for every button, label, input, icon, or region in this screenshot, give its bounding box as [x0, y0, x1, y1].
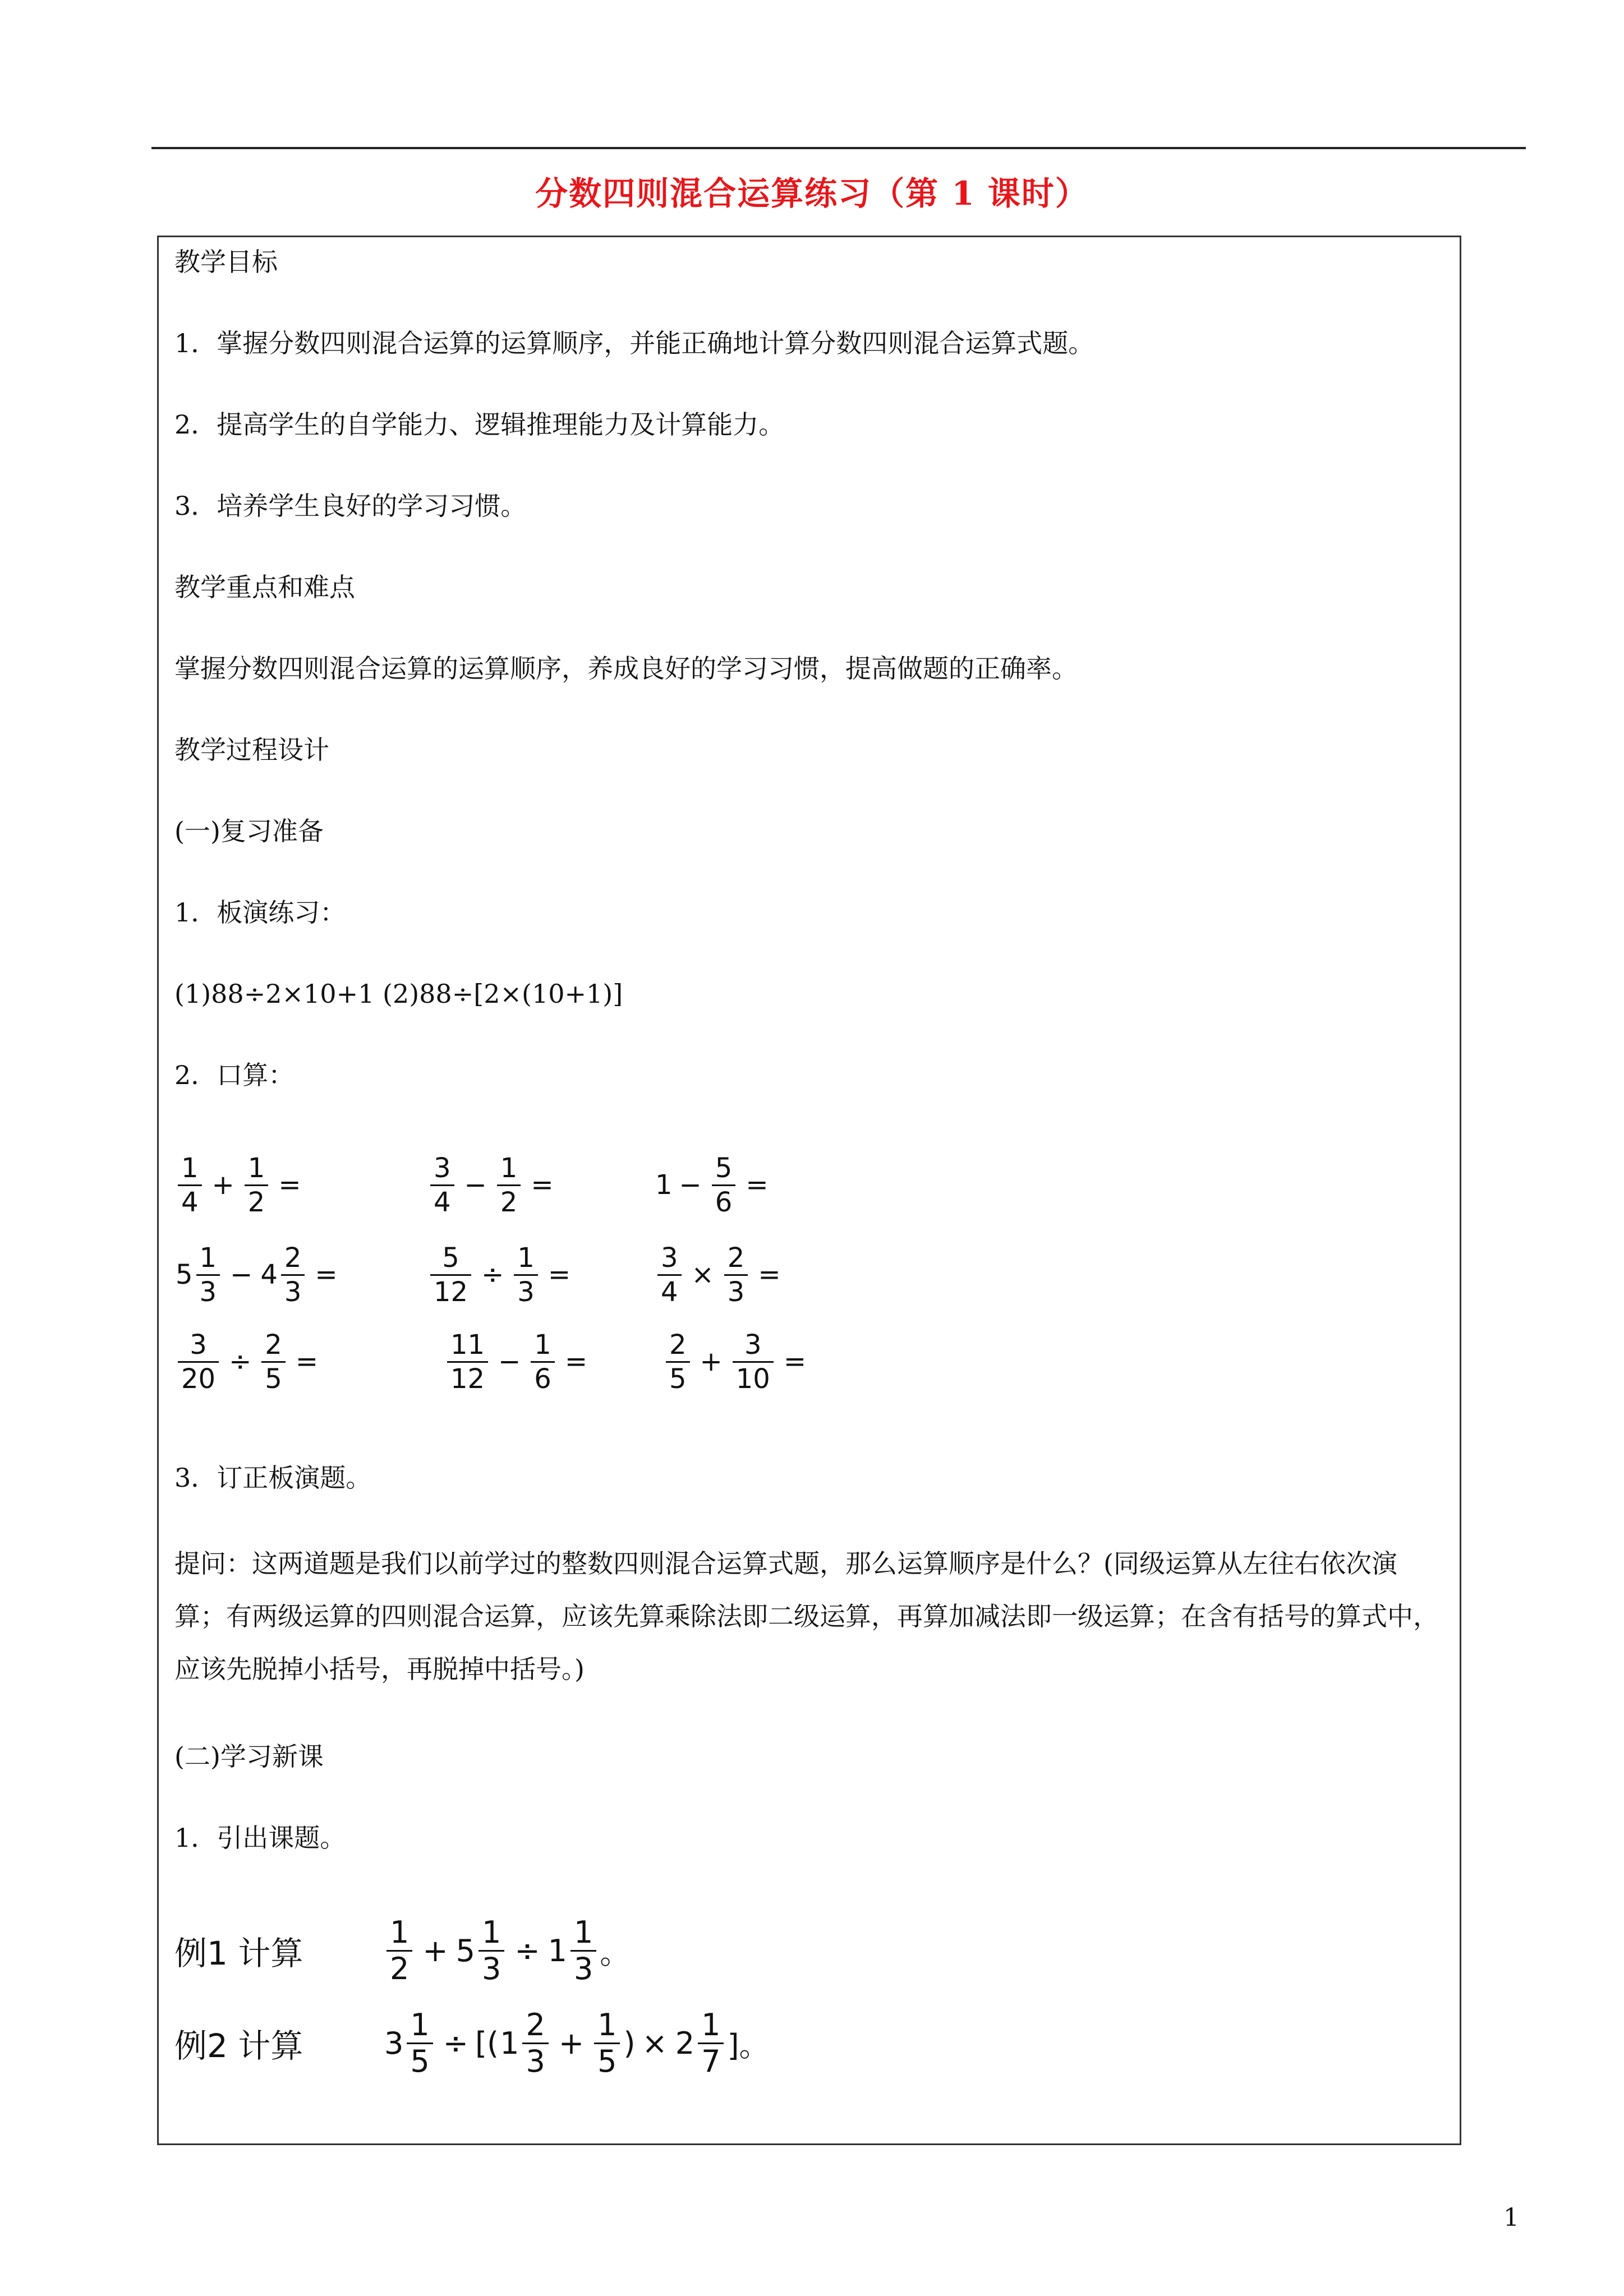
fraction: $\frac{1}{3}$ — [479, 1915, 504, 1986]
process-heading: 教学过程设计 — [174, 735, 329, 765]
fraction: $\frac{1}{7}$ — [698, 2008, 724, 2079]
fraction: $\frac{11}{12}$ — [447, 1329, 488, 1395]
fraction: $\frac{3}{4}$ — [657, 1242, 682, 1308]
step-2: 2．口算： — [174, 1060, 295, 1090]
oral-expr: $\frac{1}{4}$ + $\frac{1}{2}$ = — [174, 1146, 308, 1224]
key-points-heading: 教学重点和难点 — [174, 572, 355, 602]
lesson-table — [157, 236, 1461, 2145]
goal-3: 3．培养学生良好的学习习惯。 — [174, 491, 527, 521]
fraction: $\frac{3}{10}$ — [733, 1329, 774, 1395]
part1-heading: (一)复习准备 — [174, 816, 324, 846]
fraction: $\frac{1}{3}$ — [514, 1242, 538, 1308]
fraction: $\frac{5}{12}$ — [430, 1242, 471, 1308]
step-3: 3．订正板演题。 — [174, 1463, 372, 1493]
oral-expr: $\frac{5}{12}$ ÷ $\frac{1}{3}$ = — [427, 1235, 577, 1314]
fraction: $\frac{1}{6}$ — [531, 1329, 555, 1395]
step-1: 1．板演练习： — [174, 897, 346, 928]
oral-expr: $\frac{3}{4}$ − $\frac{1}{2}$ = — [427, 1146, 560, 1224]
example-2-expression: 3 $\frac{1}{5}$ ÷ [( 1 $\frac{2}{3}$ + $\frac{1}{5}$ ) × 2 $\frac{1}{7}$ ]。 — [384, 2007, 770, 2079]
page-number: 1 — [1503, 2203, 1519, 2232]
key-points-text: 掌握分数四则混合运算的运算顺序，养成良好的学习习惯，提高做题的正确率。 — [174, 653, 1078, 684]
example-1-expression: $\frac{1}{2}$ + 5 $\frac{1}{3}$ ÷ 1 $\frac{1}{3}$ 。 — [383, 1908, 630, 1993]
oral-expr: $\frac{11}{12}$ − $\frac{1}{6}$ = — [444, 1322, 594, 1401]
oral-expr: $\frac{2}{5}$ + $\frac{3}{10}$ = — [663, 1322, 813, 1401]
example-2-label: 例2 计算 — [174, 2027, 303, 2065]
oral-expr: $\frac{3}{4}$ × $\frac{2}{3}$ = — [654, 1235, 788, 1314]
fraction: $\frac{1}{2}$ — [387, 1915, 412, 1986]
part2-heading: (二)学习新课 — [174, 1741, 324, 1772]
example-1-label: 例1 计算 — [174, 1934, 303, 1972]
fraction: $\frac{3}{4}$ — [430, 1152, 454, 1219]
header-rule — [151, 147, 1526, 149]
fraction: $\frac{2}{3}$ — [724, 1242, 748, 1308]
oral-expr: 1 − $\frac{5}{6}$ = — [655, 1152, 769, 1218]
step-1-exercise: (1)88÷2×10+1 (2)88÷[2×(10+1)] — [174, 979, 623, 1009]
fraction: $\frac{2}{3}$ — [522, 2008, 548, 2079]
fraction: $\frac{3}{20}$ — [178, 1329, 219, 1395]
fraction: $\frac{2}{3}$ — [281, 1242, 305, 1308]
fraction: $\frac{1}{2}$ — [497, 1152, 521, 1219]
fraction: $\frac{2}{5}$ — [666, 1329, 690, 1395]
new-step-1: 1．引出课题。 — [174, 1823, 346, 1853]
oral-expr: $\frac{3}{20}$ ÷ $\frac{2}{5}$ = — [174, 1322, 325, 1401]
goal-2: 2．提高学生的自学能力、逻辑推理能力及计算能力。 — [174, 409, 785, 440]
document-title: 分数四则混合运算练习（第 1 课时） — [535, 174, 1089, 213]
fraction: $\frac{5}{6}$ — [712, 1152, 736, 1219]
fraction: $\frac{1}{5}$ — [407, 2008, 433, 2079]
goal-1: 1．掌握分数四则混合运算的运算顺序，并能正确地计算分数四则混合运算式题。 — [174, 328, 1094, 358]
fraction: $\frac{1}{5}$ — [594, 2008, 620, 2079]
question-paragraph: 提问：这两道题是我们以前学过的整数四则混合运算式题，那么运算顺序是什么？(同级运算从左往右依次演算；有两级运算的四则混合运算，应该先算乘除法即二级运算，再算加减法即一级运算；在含有括号的算式中，应该先脱掉小括号，再脱掉中括号。) — [174, 1548, 1439, 1684]
oral-expr: 5 $\frac{1}{3}$ − 4 $\frac{2}{3}$ = — [176, 1242, 338, 1308]
fraction: $\frac{1}{4}$ — [178, 1152, 202, 1219]
fraction: $\frac{1}{3}$ — [571, 1915, 596, 1986]
fraction: $\frac{2}{5}$ — [261, 1329, 286, 1395]
fraction: $\frac{1}{2}$ — [245, 1152, 269, 1219]
fraction: $\frac{1}{3}$ — [196, 1242, 220, 1308]
goals-heading: 教学目标 — [174, 247, 278, 277]
